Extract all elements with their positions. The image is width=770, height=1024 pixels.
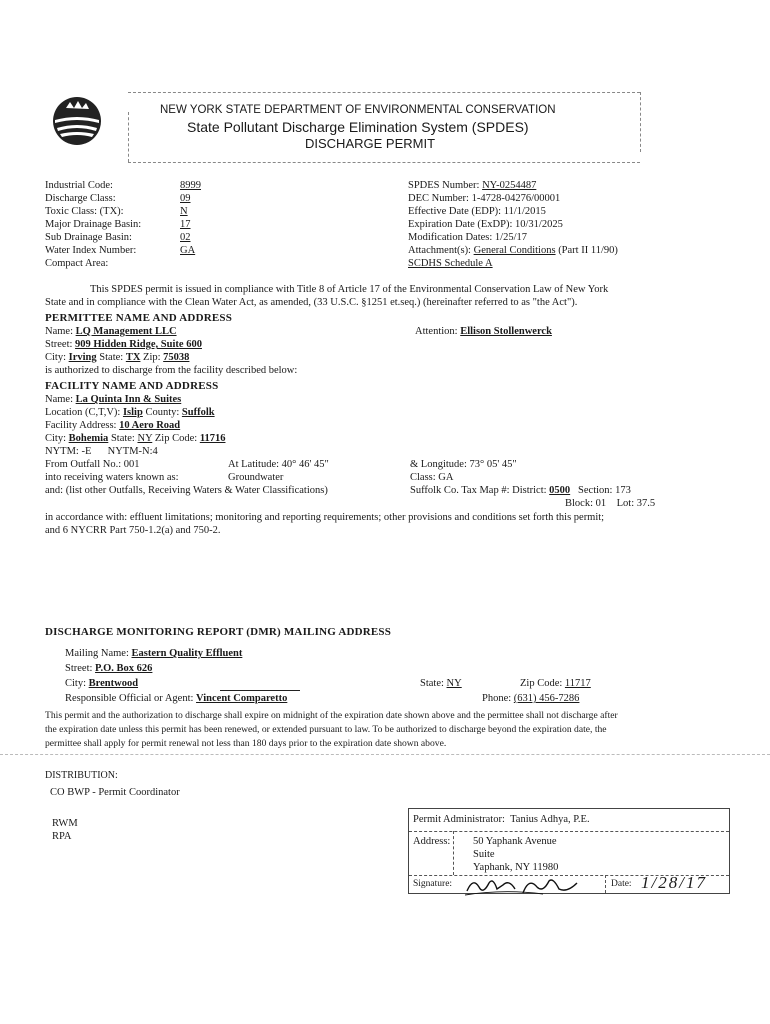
system-name: State Pollutant Discharge Elimination System (SPDES) [187, 119, 529, 135]
schedule-link[interactable]: SCDHS Schedule A [408, 258, 493, 269]
tax-section: 173 [615, 485, 631, 496]
distribution-rwm: RWM [52, 818, 78, 829]
expire-line-3: permittee shall apply for permit renewal not less than 180 days prior to the expiration date shown above. [45, 738, 447, 749]
admin-address-3: Yaphank, NY 11980 [473, 862, 559, 873]
intro-line-2: State and in compliance with the Clean Water Act, as amended, (33 U.S.C. §1251 et.seq.) (hereinafter referred to as "the Act"). [45, 297, 578, 308]
intro-line-1: This SPDES permit is issued in compliance with Title 8 of Article 17 of the Environmental Conservation Law of New York [90, 284, 609, 295]
dmr-city-underline [220, 678, 300, 691]
admin-address-1: 50 Yaphank Avenue [473, 836, 557, 847]
dmr-section-title: DISCHARGE MONITORING REPORT (DMR) MAILING ADDRESS [45, 626, 392, 638]
expire-line-2: the expiration date unless this permit has been renewed, or extended pursuant to law. To be authorized to discharge beyond the expiration date, the [45, 724, 607, 735]
admin-address-2: Suite [473, 849, 495, 860]
tax-lot: 37.5 [636, 498, 656, 509]
facility-city: Bohemia [68, 433, 109, 444]
tax-block: 01 [595, 498, 607, 509]
agency-name: NEW YORK STATE DEPARTMENT OF ENVIRONMENTAL CONSERVATION [160, 104, 556, 116]
dmr-phone: (631) 456-7286 [513, 693, 580, 704]
facility-name: La Quinta Inn & Suites [75, 394, 182, 405]
facility-zip: 11716 [199, 433, 226, 444]
dmr-state: NY [446, 678, 462, 689]
admin-address-label: Address: [413, 836, 451, 847]
dec-number: 1-4728-04276/00001 [471, 193, 561, 204]
longitude: 73° 05' 45" [469, 459, 517, 470]
nytm-e: NYTM: -E [45, 446, 92, 457]
permit-title: DISCHARGE PERMIT [305, 136, 436, 151]
code-row: Toxic Class: (TX): N [45, 206, 188, 217]
expire-line-1: This permit and the authorization to discharge shall expire on midnight of the expiration date shown above and the permittee shall not discharge after [45, 710, 618, 721]
code-row: Discharge Class: 09 [45, 193, 191, 204]
dmr-street: P.O. Box 626 [95, 663, 153, 674]
tax-district: 0500 [549, 485, 571, 496]
accordance-line-1: in accordance with: effluent limitations; monitoring and reporting requirements; other provisions and conditions set forth this permit; [45, 512, 605, 523]
distribution-title: DISTRIBUTION: [45, 770, 118, 781]
other-outfalls-text: and: (list other Outfalls, Receiving Waters & Water Classifications) [45, 485, 328, 496]
dmr-city: Brentwood [88, 678, 139, 689]
permittee-name: LQ Management LLC [75, 326, 177, 337]
accordance-line-2: and 6 NYCRR Part 750-1.2(a) and 750-2. [45, 525, 221, 536]
permittee-zip: 75038 [163, 352, 190, 363]
nytm-n: NYTM-N:4 [107, 446, 158, 457]
latitude: 40° 46' 45" [281, 459, 329, 470]
attachment-link[interactable]: General Conditions [473, 245, 556, 256]
date-label: Date: [611, 879, 632, 889]
expiration-date: 10/31/2025 [515, 219, 563, 230]
permit-administrator-box: Permit Administrator: Tanius Adhya, P.E. Address: 50 Yaphank Avenue Suite Yaphank, NY 11980 Signature: Date: 1/28/17 [408, 808, 730, 894]
permittee-city: Irving [68, 352, 97, 363]
dmr-mailing-name: Eastern Quality Effluent [131, 648, 243, 659]
permittee-section-title: PERMITTEE NAME AND ADDRESS [45, 312, 233, 324]
facility-address: 10 Aero Road [119, 420, 181, 431]
authorized-text: is authorized to discharge from the facility described below: [45, 365, 298, 376]
responsible-official: Vincent Comparetto [196, 693, 288, 704]
signature-date: 1/28/17 [641, 873, 707, 892]
permit-administrator: Tanius Adhya, P.E. [510, 814, 590, 825]
attention-name: Ellison Stollenwerck [460, 326, 552, 337]
effective-date: 11/1/2015 [503, 206, 546, 217]
spdes-number: NY-0254487 [482, 180, 537, 191]
receiving-waters: Groundwater [228, 472, 284, 483]
facility-county: Suffolk [181, 407, 215, 418]
code-row: Compact Area: [45, 258, 109, 269]
outfall-number: 001 [123, 459, 140, 470]
code-row: Major Drainage Basin: 17 [45, 219, 191, 230]
distribution-cc: CO BWP - Permit Coordinator [50, 787, 180, 798]
code-row: Industrial Code: 8999 [45, 180, 201, 191]
facility-location: Islip [122, 407, 143, 418]
code-row: Water Index Number: GA [45, 245, 196, 256]
dmr-zip: 11717 [564, 678, 591, 689]
distribution-rpa: RPA [52, 831, 72, 842]
water-class: GA [438, 472, 454, 483]
dec-seal-logo [52, 96, 102, 146]
facility-state: NY [137, 433, 153, 444]
facility-section-title: FACILITY NAME AND ADDRESS [45, 380, 219, 392]
permittee-street: 909 Hidden Ridge, Suite 600 [75, 339, 202, 350]
modification-date: 1/25/17 [494, 232, 527, 243]
signature-label: Signature: [413, 879, 453, 889]
signature-image [463, 875, 583, 897]
permittee-state: TX [125, 352, 141, 363]
code-row: Sub Drainage Basin: 02 [45, 232, 191, 243]
